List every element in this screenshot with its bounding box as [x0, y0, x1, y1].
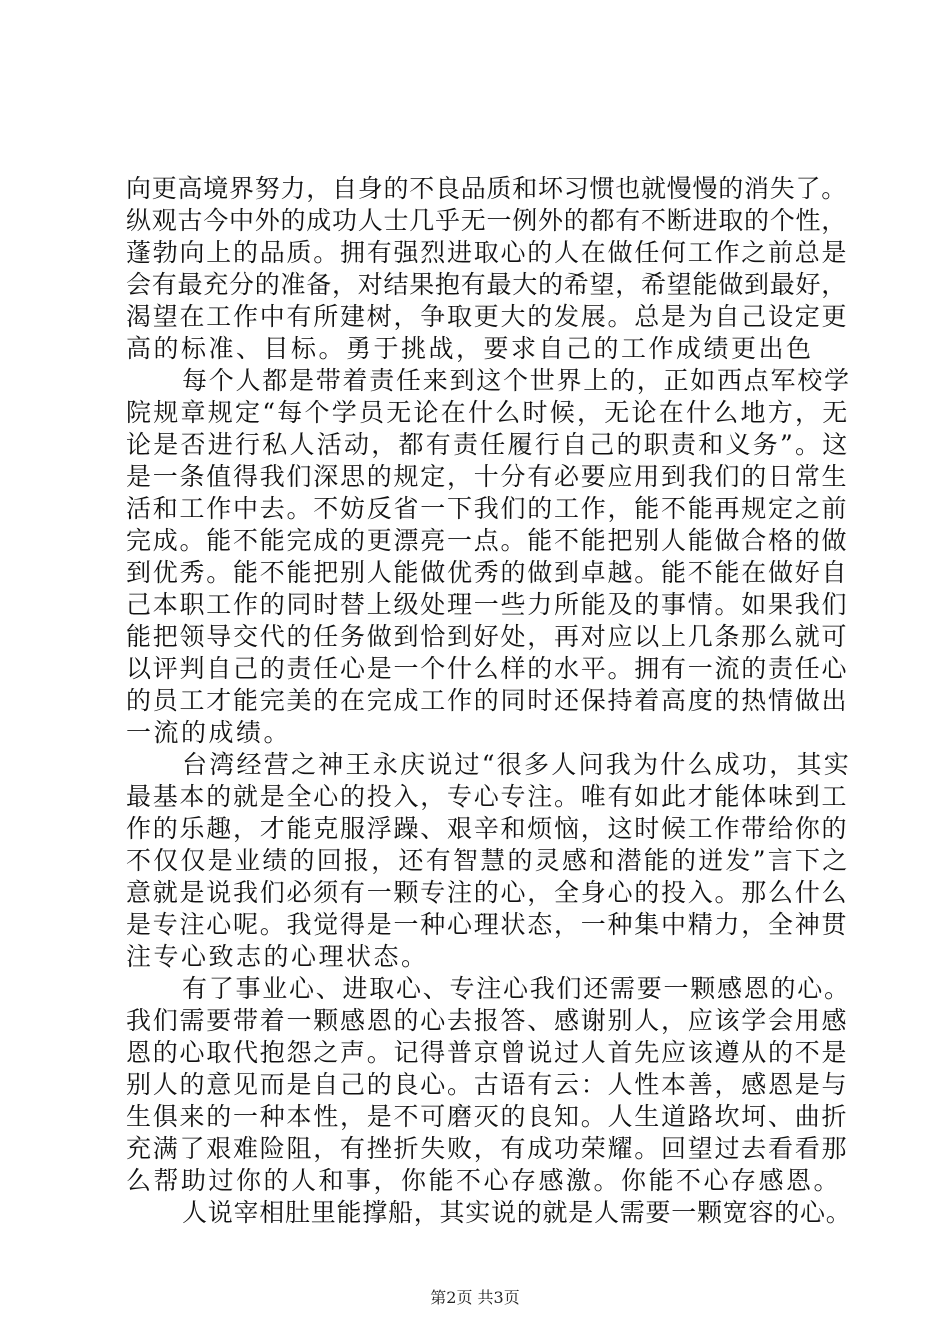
text-line: 恩的心取代抱怨之声。记得普京曾说过人首先应该遵从的不是 — [126, 1038, 849, 1067]
text-line: 别人的意见而是自己的良心。古语有云：人性本善，感恩是与 — [126, 1070, 849, 1099]
paragraph — [126, 973, 852, 1197]
text-line: 完成。能不能完成的更漂亮一点。能不能把别人能做合格的做 — [126, 526, 849, 555]
text-line: 活和工作中去。不妨反省一下我们的工作，能不能再规定之前 — [126, 494, 849, 523]
paragraph — [126, 365, 852, 749]
paragraph — [126, 749, 852, 973]
text-line: 意就是说我们必须有一颗专注的心，全身心的投入。那么什么 — [126, 878, 849, 907]
text-line: 会有最充分的准备，对结果抱有最大的希望，希望能做到最好， — [126, 270, 848, 299]
text-line: 是专注心呢。我觉得是一种心理状态，一种集中精力，全神贯 — [126, 910, 849, 939]
text-line: 向更高境界努力，自身的不良品质和坏习惯也就慢慢的消失了。 — [126, 174, 848, 203]
text-line: 一流的成绩。 — [126, 718, 292, 747]
text-line: 每个人都是带着责任来到这个世界上的，正如西点军校学 — [182, 366, 851, 395]
text-line: 蓬勃向上的品质。拥有强烈进取心的人在做任何工作之前总是 — [126, 238, 849, 267]
text-line: 充满了艰难险阻，有挫折失败，有成功荣耀。回望过去看看那 — [126, 1134, 849, 1163]
text-line: 高的标准、目标。勇于挑战，要求自己的工作成绩更出色 — [126, 334, 814, 363]
text-line: 的员工才能完美的在完成工作的同时还保持着高度的热情做出 — [126, 686, 849, 715]
text-line: 是一条值得我们深思的规定，十分有必要应用到我们的日常生 — [126, 462, 849, 491]
text-line: 到优秀。能不能把别人能做优秀的做到卓越。能不能在做好自 — [126, 558, 849, 587]
paragraph — [126, 1197, 852, 1229]
text-line: 己本职工作的同时替上级处理一些力所能及的事情。如果我们 — [126, 590, 849, 619]
text-line: 最基本的就是全心的投入，专心专注。唯有如此才能体味到工 — [126, 782, 849, 811]
text-line: 渴望在工作中有所建树，争取更大的发展。总是为自己设定更 — [126, 302, 849, 331]
text-line: 人说宰相肚里能撑船，其实说的就是人需要一颗宽容的心。 — [182, 1198, 852, 1227]
text-line: 有了事业心、进取心、专注心我们还需要一颗感恩的心。 — [182, 974, 851, 1003]
paragraph — [126, 173, 852, 365]
text-line: 以评判自己的责任心是一个什么样的水平。拥有一流的责任心 — [126, 654, 849, 683]
text-line: 么帮助过你的人和事，你能不心存感激。你能不心存感恩。 — [126, 1166, 842, 1195]
text-line: 纵观古今中外的成功人士几乎无一例外的都有不断进取的个性， — [126, 206, 848, 235]
text-line: 台湾经营之神王永庆说过“很多人问我为什么成功，其实 — [182, 750, 852, 779]
text-line: 不仅仅是业绩的回报，还有智慧的灵感和潜能的迸发”言下之 — [126, 846, 850, 875]
text-line: 生俱来的一种本性，是不可磨灭的良知。人生道路坎坷、曲折 — [126, 1102, 849, 1131]
text-line: 我们需要带着一颗感恩的心去报答、感谢别人，应该学会用感 — [126, 1006, 849, 1035]
text-line: 论是否进行私人活动，都有责任履行自己的职责和义务”。这 — [126, 430, 850, 459]
document-body — [126, 173, 852, 1229]
text-line: 院规章规定“每个学员无论在什么时候，无论在什么地方，无 — [126, 398, 850, 427]
text-line: 能把领导交代的任务做到恰到好处，再对应以上几条那么就可 — [126, 622, 849, 651]
text-line: 作的乐趣，才能克服浮躁、艰辛和烦恼，这时候工作带给你的 — [126, 814, 849, 843]
page-footer: 第2页 共3页 — [430, 1288, 520, 1307]
text-line: 注专心致志的心理状态。 — [126, 942, 429, 971]
